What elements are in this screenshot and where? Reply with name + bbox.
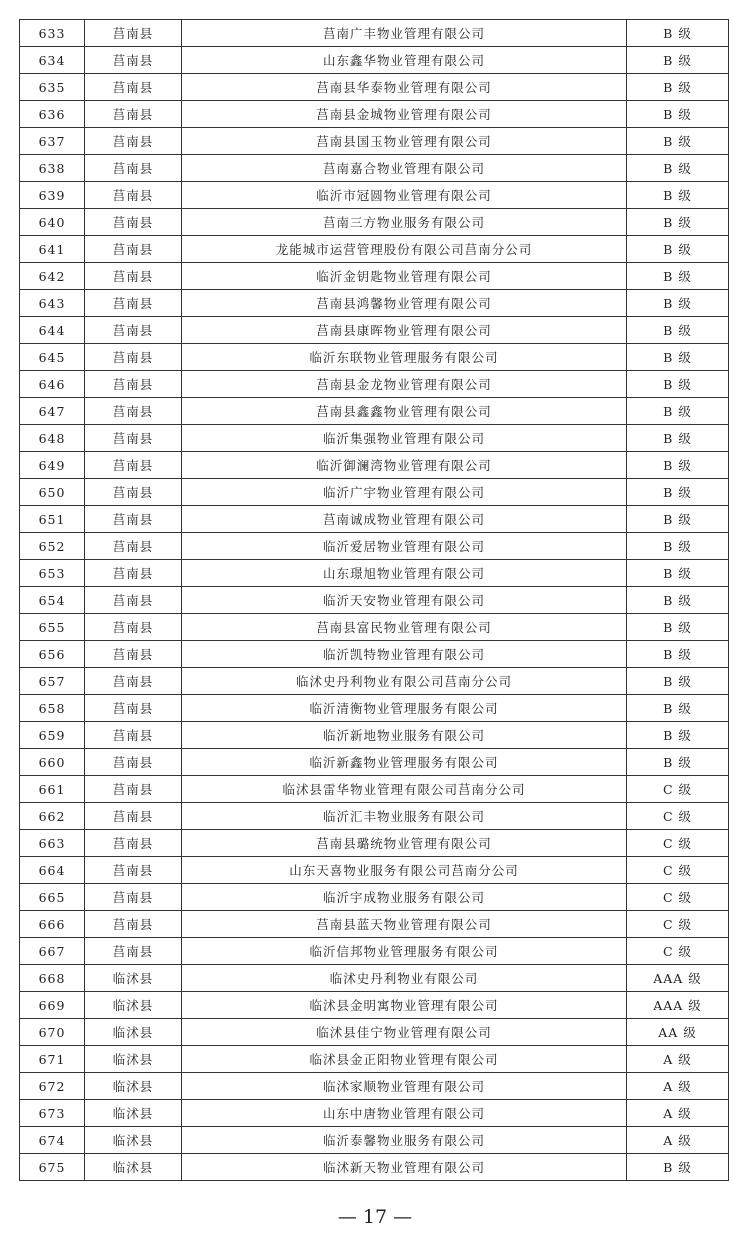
county-cell: 莒南县	[85, 506, 182, 533]
row-number: 634	[20, 47, 85, 74]
county-cell: 莒南县	[85, 128, 182, 155]
row-number: 666	[20, 911, 85, 938]
county-cell: 莒南县	[85, 803, 182, 830]
county-cell: 莒南县	[85, 155, 182, 182]
county-cell: 莒南县	[85, 371, 182, 398]
table-row	[20, 1154, 729, 1181]
table-body	[20, 20, 729, 1181]
company-cell: 临沂泰馨物业服务有限公司	[182, 1127, 627, 1154]
row-number: 651	[20, 506, 85, 533]
grade-cell: C 级	[627, 911, 729, 938]
county-cell: 莒南县	[85, 884, 182, 911]
company-cell: 莒南县鸿馨物业管理有限公司	[182, 290, 627, 317]
row-number: 664	[20, 857, 85, 884]
company-cell: 山东天喜物业服务有限公司莒南分公司	[182, 857, 627, 884]
table-row	[20, 398, 729, 425]
row-number: 658	[20, 695, 85, 722]
county-cell: 莒南县	[85, 47, 182, 74]
table-row	[20, 1127, 729, 1154]
company-cell: 临沂新鑫物业管理服务有限公司	[182, 749, 627, 776]
grade-cell: B 级	[627, 452, 729, 479]
row-number: 646	[20, 371, 85, 398]
grade-cell: B 级	[627, 560, 729, 587]
grade-cell: A 级	[627, 1073, 729, 1100]
table-row	[20, 1019, 729, 1046]
grade-cell: B 级	[627, 641, 729, 668]
county-cell: 临沭县	[85, 1046, 182, 1073]
company-cell: 莒南县富民物业管理有限公司	[182, 614, 627, 641]
table-row	[20, 236, 729, 263]
grade-cell: C 级	[627, 938, 729, 965]
row-number: 668	[20, 965, 85, 992]
company-cell: 莒南县鑫鑫物业管理有限公司	[182, 398, 627, 425]
grade-cell: B 级	[627, 317, 729, 344]
table-row	[20, 695, 729, 722]
county-cell: 莒南县	[85, 668, 182, 695]
row-number: 649	[20, 452, 85, 479]
table-row	[20, 533, 729, 560]
table-row	[20, 128, 729, 155]
company-cell: 临沭家顺物业管理有限公司	[182, 1073, 627, 1100]
table-row	[20, 803, 729, 830]
grade-cell: A 级	[627, 1046, 729, 1073]
company-cell: 临沭县佳宁物业管理有限公司	[182, 1019, 627, 1046]
table-row	[20, 857, 729, 884]
company-cell: 临沭县金正阳物业管理有限公司	[182, 1046, 627, 1073]
table-row	[20, 1073, 729, 1100]
grade-cell: AA 级	[627, 1019, 729, 1046]
county-cell: 莒南县	[85, 263, 182, 290]
table-row	[20, 209, 729, 236]
table-row	[20, 317, 729, 344]
row-number: 639	[20, 182, 85, 209]
company-cell: 山东鑫华物业管理有限公司	[182, 47, 627, 74]
county-cell: 临沭县	[85, 1127, 182, 1154]
table-row	[20, 641, 729, 668]
company-cell: 莒南县璐统物业管理有限公司	[182, 830, 627, 857]
row-number: 638	[20, 155, 85, 182]
table-row	[20, 371, 729, 398]
grade-cell: B 级	[627, 371, 729, 398]
company-cell: 临沭史丹利物业有限公司莒南分公司	[182, 668, 627, 695]
grade-cell: A 级	[627, 1127, 729, 1154]
table-row	[20, 587, 729, 614]
grade-cell: B 级	[627, 1154, 729, 1181]
grade-cell: B 级	[627, 128, 729, 155]
row-number: 660	[20, 749, 85, 776]
row-number: 674	[20, 1127, 85, 1154]
table-row	[20, 722, 729, 749]
company-cell: 龙能城市运营管理股份有限公司莒南分公司	[182, 236, 627, 263]
row-number: 648	[20, 425, 85, 452]
company-cell: 临沂新地物业服务有限公司	[182, 722, 627, 749]
table-row	[20, 182, 729, 209]
company-cell: 临沂天安物业管理有限公司	[182, 587, 627, 614]
county-cell: 莒南县	[85, 911, 182, 938]
company-cell: 临沂爱居物业管理有限公司	[182, 533, 627, 560]
company-cell: 临沂汇丰物业服务有限公司	[182, 803, 627, 830]
table-row	[20, 614, 729, 641]
table-row	[20, 290, 729, 317]
row-number: 659	[20, 722, 85, 749]
row-number: 654	[20, 587, 85, 614]
county-cell: 莒南县	[85, 290, 182, 317]
county-cell: 莒南县	[85, 830, 182, 857]
company-cell: 临沂金钥匙物业管理有限公司	[182, 263, 627, 290]
county-cell: 莒南县	[85, 479, 182, 506]
county-cell: 莒南县	[85, 722, 182, 749]
row-number: 643	[20, 290, 85, 317]
row-number: 641	[20, 236, 85, 263]
grade-cell: B 级	[627, 533, 729, 560]
grade-cell: B 级	[627, 209, 729, 236]
table-row	[20, 74, 729, 101]
rating-table	[19, 19, 729, 1181]
grade-cell: B 级	[627, 668, 729, 695]
table-row	[20, 479, 729, 506]
row-number: 652	[20, 533, 85, 560]
grade-cell: B 级	[627, 155, 729, 182]
grade-cell: B 级	[627, 47, 729, 74]
grade-cell: B 级	[627, 344, 729, 371]
grade-cell: B 级	[627, 479, 729, 506]
county-cell: 莒南县	[85, 533, 182, 560]
grade-cell: B 级	[627, 425, 729, 452]
company-cell: 山东中唐物业管理有限公司	[182, 1100, 627, 1127]
table-row	[20, 830, 729, 857]
county-cell: 莒南县	[85, 857, 182, 884]
county-cell: 临沭县	[85, 1073, 182, 1100]
company-cell: 临沂清衡物业管理服务有限公司	[182, 695, 627, 722]
company-cell: 莒南县金城物业管理有限公司	[182, 101, 627, 128]
county-cell: 莒南县	[85, 641, 182, 668]
county-cell: 莒南县	[85, 776, 182, 803]
row-number: 642	[20, 263, 85, 290]
county-cell: 莒南县	[85, 74, 182, 101]
company-cell: 临沭新天物业管理有限公司	[182, 1154, 627, 1181]
table-row	[20, 506, 729, 533]
grade-cell: AAA 级	[627, 965, 729, 992]
county-cell: 莒南县	[85, 344, 182, 371]
company-cell: 莒南县国玉物业管理有限公司	[182, 128, 627, 155]
company-cell: 临沂宇成物业服务有限公司	[182, 884, 627, 911]
grade-cell: B 级	[627, 263, 729, 290]
county-cell: 莒南县	[85, 695, 182, 722]
company-cell: 临沂御澜湾物业管理有限公司	[182, 452, 627, 479]
row-number: 653	[20, 560, 85, 587]
company-cell: 莒南县华泰物业管理有限公司	[182, 74, 627, 101]
row-number: 655	[20, 614, 85, 641]
company-cell: 莒南县康晖物业管理有限公司	[182, 317, 627, 344]
grade-cell: B 级	[627, 695, 729, 722]
row-number: 637	[20, 128, 85, 155]
row-number: 636	[20, 101, 85, 128]
company-cell: 莒南县金龙物业管理有限公司	[182, 371, 627, 398]
grade-cell: A 级	[627, 1100, 729, 1127]
table-row	[20, 425, 729, 452]
county-cell: 莒南县	[85, 938, 182, 965]
company-cell: 莒南三方物业服务有限公司	[182, 209, 627, 236]
row-number: 672	[20, 1073, 85, 1100]
table-row	[20, 155, 729, 182]
table-row	[20, 884, 729, 911]
grade-cell: B 级	[627, 614, 729, 641]
grade-cell: B 级	[627, 398, 729, 425]
table-row	[20, 344, 729, 371]
grade-cell: B 级	[627, 587, 729, 614]
county-cell: 莒南县	[85, 20, 182, 47]
table-row	[20, 992, 729, 1019]
company-cell: 山东璟旭物业管理有限公司	[182, 560, 627, 587]
table-row	[20, 47, 729, 74]
company-cell: 莒南广丰物业管理有限公司	[182, 20, 627, 47]
county-cell: 临沭县	[85, 965, 182, 992]
table-row	[20, 101, 729, 128]
table-row	[20, 938, 729, 965]
table-row	[20, 776, 729, 803]
grade-cell: C 级	[627, 803, 729, 830]
table-row	[20, 965, 729, 992]
county-cell: 临沭县	[85, 992, 182, 1019]
grade-cell: B 级	[627, 20, 729, 47]
row-number: 635	[20, 74, 85, 101]
county-cell: 莒南县	[85, 749, 182, 776]
grade-cell: C 级	[627, 884, 729, 911]
company-cell: 临沭史丹利物业有限公司	[182, 965, 627, 992]
county-cell: 莒南县	[85, 236, 182, 263]
grade-cell: B 级	[627, 506, 729, 533]
company-cell: 临沂凯特物业管理有限公司	[182, 641, 627, 668]
county-cell: 莒南县	[85, 101, 182, 128]
grade-cell: C 级	[627, 857, 729, 884]
row-number: 671	[20, 1046, 85, 1073]
row-number: 657	[20, 668, 85, 695]
row-number: 650	[20, 479, 85, 506]
row-number: 673	[20, 1100, 85, 1127]
grade-cell: B 级	[627, 290, 729, 317]
company-cell: 莒南县蓝天物业管理有限公司	[182, 911, 627, 938]
county-cell: 莒南县	[85, 560, 182, 587]
table-row	[20, 1046, 729, 1073]
company-cell: 临沂市冠圆物业管理有限公司	[182, 182, 627, 209]
row-number: 640	[20, 209, 85, 236]
row-number: 645	[20, 344, 85, 371]
company-cell: 临沭县雷华物业管理有限公司莒南分公司	[182, 776, 627, 803]
county-cell: 莒南县	[85, 182, 182, 209]
company-cell: 临沭县金明寓物业管理有限公司	[182, 992, 627, 1019]
row-number: 669	[20, 992, 85, 1019]
table-row	[20, 911, 729, 938]
row-number: 661	[20, 776, 85, 803]
county-cell: 临沭县	[85, 1154, 182, 1181]
row-number: 675	[20, 1154, 85, 1181]
county-cell: 临沭县	[85, 1100, 182, 1127]
county-cell: 莒南县	[85, 587, 182, 614]
row-number: 665	[20, 884, 85, 911]
row-number: 647	[20, 398, 85, 425]
grade-cell: B 级	[627, 182, 729, 209]
grade-cell: B 级	[627, 101, 729, 128]
row-number: 667	[20, 938, 85, 965]
page-number: — 17 —	[337, 1206, 413, 1228]
county-cell: 莒南县	[85, 209, 182, 236]
table-row	[20, 560, 729, 587]
table-row	[20, 263, 729, 290]
county-cell: 莒南县	[85, 425, 182, 452]
grade-cell: C 级	[627, 830, 729, 857]
grade-cell: B 级	[627, 236, 729, 263]
row-number: 644	[20, 317, 85, 344]
county-cell: 临沭县	[85, 1019, 182, 1046]
row-number: 633	[20, 20, 85, 47]
grade-cell: B 级	[627, 749, 729, 776]
row-number: 662	[20, 803, 85, 830]
county-cell: 莒南县	[85, 614, 182, 641]
table-row	[20, 20, 729, 47]
county-cell: 莒南县	[85, 452, 182, 479]
grade-cell: B 级	[627, 722, 729, 749]
table-row	[20, 1100, 729, 1127]
row-number: 663	[20, 830, 85, 857]
company-cell: 临沂信邦物业管理服务有限公司	[182, 938, 627, 965]
grade-cell: AAA 级	[627, 992, 729, 1019]
company-cell: 莒南嘉合物业管理有限公司	[182, 155, 627, 182]
company-cell: 临沂东联物业管理服务有限公司	[182, 344, 627, 371]
row-number: 656	[20, 641, 85, 668]
table-row	[20, 452, 729, 479]
company-cell: 临沂广宇物业管理有限公司	[182, 479, 627, 506]
company-cell: 临沂集强物业管理有限公司	[182, 425, 627, 452]
row-number: 670	[20, 1019, 85, 1046]
table-row	[20, 749, 729, 776]
company-cell: 莒南诚成物业管理有限公司	[182, 506, 627, 533]
county-cell: 莒南县	[85, 398, 182, 425]
table-row	[20, 668, 729, 695]
grade-cell: C 级	[627, 776, 729, 803]
county-cell: 莒南县	[85, 317, 182, 344]
grade-cell: B 级	[627, 74, 729, 101]
